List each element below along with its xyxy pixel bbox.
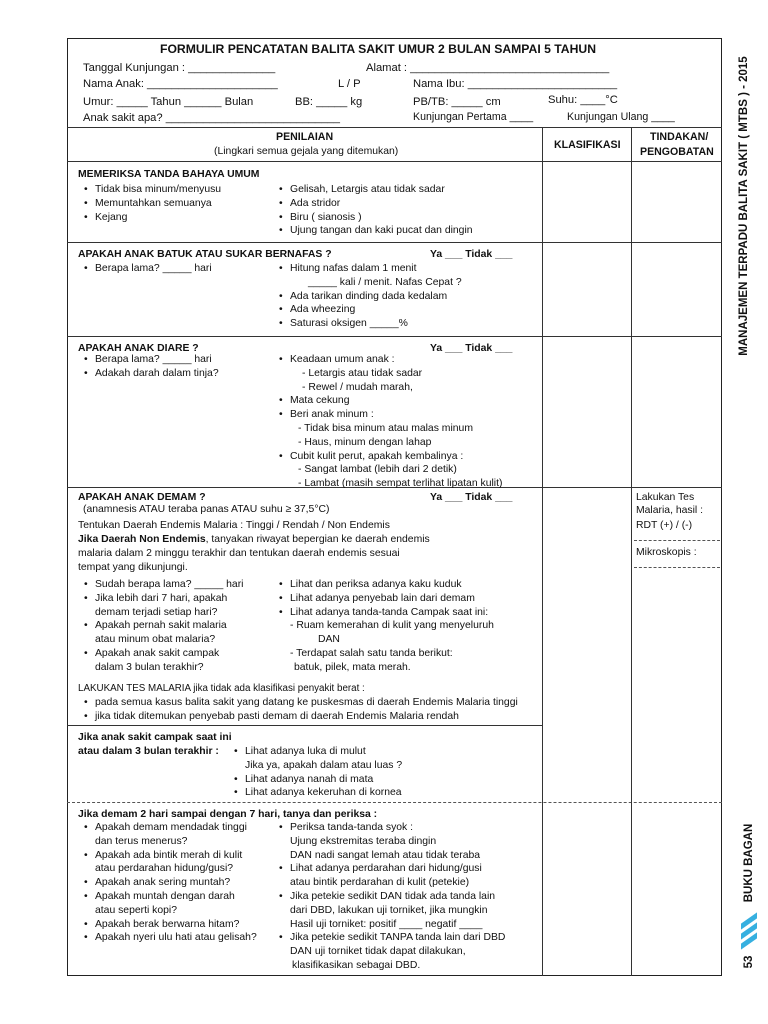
section-batuk-title: APAKAH ANAK BATUK ATAU SUKAR BERNAFAS ? bbox=[78, 249, 332, 260]
section-tanda-bahaya-title: MEMERIKSA TANDA BAHAYA UMUM bbox=[78, 169, 260, 180]
batuk-ya-tidak: Ya ___ Tidak ___ bbox=[430, 249, 513, 260]
list-item: - Haus, minum dengan lahap bbox=[298, 436, 432, 448]
list-item: atau seperti kopi? bbox=[95, 904, 178, 916]
field-sakit-apa: Anak sakit apa? ____________________________ bbox=[83, 112, 340, 124]
list-item: Ujung ekstremitas teraba dingin bbox=[290, 835, 437, 847]
list-item: - Letargis atau tidak sadar bbox=[302, 367, 423, 379]
field-nama-anak: Nama Anak: _____________________ bbox=[83, 78, 278, 90]
column-penilaian-sub: (Lingkari semua gejala yang ditemukan) bbox=[214, 146, 399, 157]
list-item: - Rewel / mudah marah, bbox=[302, 381, 413, 393]
list-item: • Apakah muntah dengan darah bbox=[83, 890, 257, 904]
list-item: • Apakah pernah sakit malaria bbox=[83, 619, 243, 633]
dbd-left bbox=[83, 821, 257, 945]
list-item: • Lihat adanya luka di mulut bbox=[233, 745, 402, 759]
list-item: • Lihat adanya penyebab lain dari demam bbox=[278, 592, 494, 606]
list-item: • Mata cekung bbox=[278, 394, 502, 408]
list-item: klasifikasikan sebagai DBD. bbox=[292, 959, 421, 971]
dbd-title: Jika demam 2 hari sampai dengan 7 hari, tanya dan periksa : bbox=[78, 809, 378, 820]
list-item: • Ada stridor bbox=[278, 197, 473, 211]
list-item: atau perdarahan hidung/gusi? bbox=[95, 863, 234, 875]
field-nama-ibu: Nama Ibu: ________________________ bbox=[413, 78, 618, 90]
list-item: demam terjadi setiap hari? bbox=[95, 606, 218, 618]
list-item: • Berapa lama? _____ hari bbox=[83, 262, 212, 276]
list-item: • Biru ( sianosis ) bbox=[278, 211, 473, 225]
list-item: • Jika petekie sedikit DAN tidak ada tanda lain bbox=[278, 890, 505, 904]
list-item: • Gelisah, Letargis atau tidak sadar bbox=[278, 183, 473, 197]
list-item: • Ujung tangan dan kaki pucat dan dingin bbox=[278, 224, 473, 238]
list-item: DAN uji torniket tidak dapat dilakukan, bbox=[290, 946, 466, 958]
field-tanggal: Tanggal Kunjungan : ______________ bbox=[83, 62, 276, 74]
list-item: dalam 3 bulan terakhir? bbox=[95, 661, 204, 673]
list-item: Jika ya, apakah dalam atau luas ? bbox=[245, 759, 403, 771]
list-item: • Ada tarikan dinding dada kedalam bbox=[278, 290, 462, 304]
list-item: • Apakah berak berwarna hitam? bbox=[83, 918, 257, 932]
tes-malaria-list bbox=[83, 696, 518, 724]
column-klasifikasi: KLASIFIKASI bbox=[554, 139, 621, 151]
tindakan-rdt: RDT (+) / (-) bbox=[636, 520, 693, 531]
form-title: FORMULIR PENCATATAN BALITA SAKIT UMUR 2 BULAN SAMPAI 5 TAHUN bbox=[160, 42, 597, 56]
field-umur: Umur: _____ Tahun ______ Bulan bbox=[83, 96, 254, 108]
list-item: • Memuntahkan semuanya bbox=[83, 197, 221, 211]
list-item: _____ kali / menit. Nafas Cepat ? bbox=[308, 276, 462, 288]
list-item: • Hitung nafas dalam 1 menit bbox=[278, 262, 462, 276]
list-item: • Lihat adanya perdarahan dari hidung/gusi bbox=[278, 862, 505, 876]
list-item: • Tidak bisa minum/menyusu bbox=[83, 183, 221, 197]
list-item: • Beri anak minum : bbox=[278, 408, 502, 422]
list-item: • Periksa tanda-tanda syok : bbox=[278, 821, 505, 835]
demam-endemis: Tentukan Daerah Endemis Malaria : Tinggi / Rendah / Non Endemis bbox=[78, 520, 390, 531]
list-item: • Lihat adanya kekeruhan di kornea bbox=[233, 786, 402, 800]
campak-list bbox=[233, 745, 402, 800]
list-item: • pada semua kasus balita sakit yang datang ke puskesmas di daerah Endemis Malaria tinggi bbox=[83, 696, 518, 710]
tes-malaria-title: LAKUKAN TES MALARIA jika tidak ada klasifikasi penyakit berat : bbox=[78, 683, 365, 694]
list-item: • Apakah nyeri ulu hati atau gelisah? bbox=[83, 931, 257, 945]
field-suhu: Suhu: ____°C bbox=[548, 94, 618, 106]
batuk-right bbox=[278, 262, 462, 331]
list-item: dan terus menerus? bbox=[95, 835, 188, 847]
list-item: • Apakah anak sakit campak bbox=[83, 647, 243, 661]
list-item: Hasil uji torniket: positif ____ negatif ____ bbox=[290, 918, 483, 930]
campak-title-1: Jika anak sakit campak saat ini bbox=[78, 732, 232, 743]
list-item: batuk, pilek, mata merah. bbox=[294, 661, 411, 673]
list-item: - Sangat lambat (lebih dari 2 detik) bbox=[298, 464, 457, 476]
demam-ya-tidak: Ya ___ Tidak ___ bbox=[430, 492, 513, 503]
section-demam-title: APAKAH ANAK DEMAM ? bbox=[78, 492, 206, 503]
batuk-left bbox=[83, 262, 212, 276]
list-item: • Ada wheezing bbox=[278, 303, 462, 317]
list-item: - Lambat (masih sempat terlihat lipatan kulit) bbox=[298, 478, 503, 490]
list-item: • Keadaan umum anak : bbox=[278, 353, 502, 367]
column-pengobatan: PENGOBATAN bbox=[640, 146, 714, 158]
list-item: DAN bbox=[318, 634, 340, 646]
list-item: • Apakah anak sering muntah? bbox=[83, 876, 257, 890]
demam-non-endemis bbox=[78, 533, 430, 546]
column-penilaian: PENILAIAN bbox=[276, 131, 334, 143]
non-endemis-text: , tanyakan riwayat bepergian ke daerah endemis bbox=[205, 534, 430, 545]
tindakan-tes: Lakukan Tes bbox=[636, 492, 695, 503]
field-alamat: Alamat : ________________________________ bbox=[366, 62, 610, 74]
list-item: • Saturasi oksigen _____% bbox=[278, 317, 462, 331]
field-kunjungan-ulang: Kunjungan Ulang ____ bbox=[567, 111, 675, 123]
list-item: • Jika petekie sedikit TANPA tanda lain dari DBD bbox=[278, 931, 505, 945]
non-endemis-label: Jika Daerah Non Endemis bbox=[78, 534, 206, 545]
list-item: • Sudah berapa lama? _____ hari bbox=[83, 578, 243, 592]
list-item: atau minum obat malaria? bbox=[95, 634, 216, 646]
list-item: • jika tidak ditemukan penyebab pasti demam di daerah Endemis Malaria rendah bbox=[83, 710, 518, 724]
diare-right bbox=[278, 353, 502, 491]
list-item: • Jika lebih dari 7 hari, apakah bbox=[83, 592, 243, 606]
demam-anamnesis: (anamnesis ATAU teraba panas ATAU suhu ≥ 37,5°C) bbox=[83, 504, 330, 515]
field-bb: BB: _____ kg bbox=[295, 96, 363, 108]
list-item: - Ruam kemerahan di kulit yang menyeluruh bbox=[290, 620, 494, 632]
list-item: • Lihat dan periksa adanya kaku kuduk bbox=[278, 578, 494, 592]
column-tindakan: TINDAKAN/ bbox=[650, 131, 709, 143]
demam-line4: malaria dalam 2 minggu terakhir dan tentukan daerah endemis sesuai bbox=[78, 548, 400, 559]
section-diare-title: APAKAH ANAK DIARE ? bbox=[78, 343, 199, 354]
tindakan-mikroskopis: Mikroskopis : bbox=[636, 547, 697, 558]
list-item: • Kejang bbox=[83, 211, 221, 225]
demam-line5: tempat yang dikunjungi. bbox=[78, 562, 188, 573]
list-item: • Lihat adanya nanah di mata bbox=[233, 773, 402, 787]
list-item: dari DBD, lakukan uji torniket, jika mungkin bbox=[290, 904, 488, 916]
list-item: • Apakah demam mendadak tinggi bbox=[83, 821, 257, 835]
list-item: • Cubit kulit perut, apakah kembalinya : bbox=[278, 450, 502, 464]
field-kunjungan-pertama: Kunjungan Pertama ____ bbox=[413, 111, 534, 123]
tanda-bahaya-left bbox=[83, 183, 221, 224]
field-pbtb: PB/TB: _____ cm bbox=[413, 96, 501, 108]
dbd-right bbox=[278, 821, 505, 973]
list-item: - Terdapat salah satu tanda berikut: bbox=[290, 647, 453, 659]
tindakan-hasil: Malaria, hasil : bbox=[636, 505, 703, 516]
field-lp: L / P bbox=[338, 78, 361, 90]
sidebar-title: MANAJEMEN TERPADU BALITA SAKIT ( MTBS ) - 2015 bbox=[738, 56, 750, 356]
demam-right bbox=[278, 578, 494, 675]
diare-ya-tidak: Ya ___ Tidak ___ bbox=[430, 343, 513, 354]
sidebar-buku-bagan: BUKU BAGAN bbox=[743, 823, 755, 903]
page-number: 53 bbox=[743, 955, 755, 969]
list-item: atau bintik perdarahan di kulit (petekie) bbox=[290, 877, 470, 889]
tanda-bahaya-right bbox=[278, 183, 473, 238]
list-item: DAN nadi sangat lemah atau tidak teraba bbox=[290, 849, 481, 861]
diare-left bbox=[83, 353, 219, 381]
list-item: - Tidak bisa minum atau malas minum bbox=[298, 422, 473, 434]
list-item: • Lihat adanya tanda-tanda Campak saat ini: bbox=[278, 606, 494, 620]
list-item: • Adakah darah dalam tinja? bbox=[83, 367, 219, 381]
list-item: • Berapa lama? _____ hari bbox=[83, 353, 219, 367]
list-item: • Apakah ada bintik merah di kulit bbox=[83, 849, 257, 863]
demam-left bbox=[83, 578, 243, 675]
campak-title-2: atau dalam 3 bulan terakhir : bbox=[78, 746, 219, 757]
